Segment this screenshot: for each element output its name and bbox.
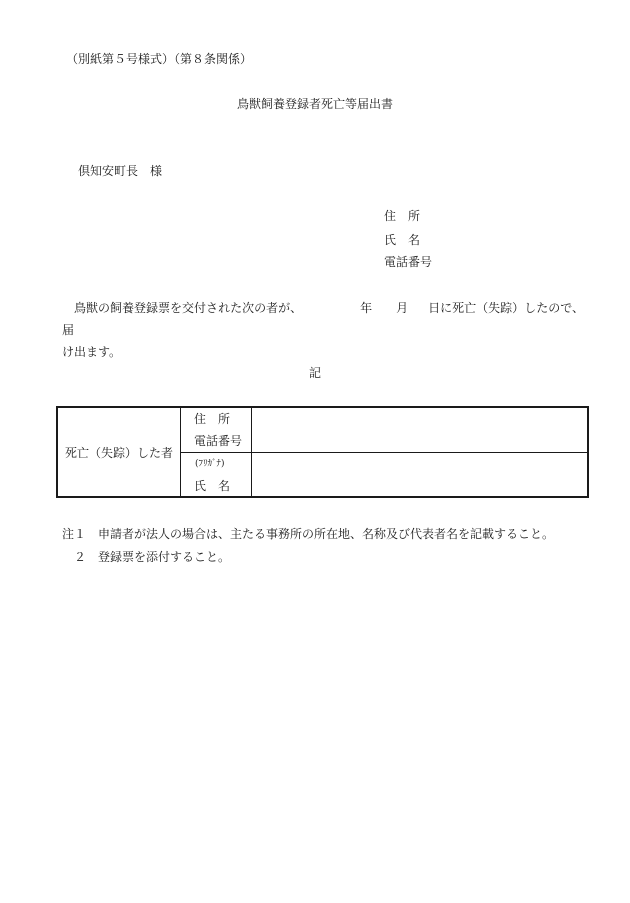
body-month: 月 [396,301,409,315]
applicant-phone-label [384,255,434,269]
form-number: （別紙第５号様式）（第８条関係） [66,52,253,66]
applicant-address-label [384,209,434,223]
note-text: 申請者が法人の場合は、主たる事務所の所在地、名称及び代表者名を記載すること。 [98,527,555,541]
note-number: 注１ [62,527,87,541]
note-item [62,550,230,564]
body-prefix: 鳥獣の飼養登録票を交付された次の者が、 [74,301,303,315]
table-furigana-label: (ﾌﾘｶﾞﾅ) [195,459,225,469]
table-name-label: 氏 名 [194,479,231,493]
note-number: ２ [73,550,86,564]
page-title: 鳥獣飼養登録者死亡等届出書 [236,97,393,111]
deceased-detail-table [56,406,589,498]
note-text: 登録票を添付すること。 [98,550,231,564]
applicant-phone-text: 電話番号 [384,255,433,269]
note-item [62,527,554,541]
name-field[interactable] [252,453,587,496]
address-phone-label-cell [181,408,252,453]
table-phone-label: 電話番号 [194,434,243,448]
address-phone-field[interactable] [252,408,587,453]
body-year: 年 [360,301,373,315]
body-line2: け出ます。 [62,345,122,359]
name-label-cell [181,453,252,496]
table-address-label: 住 所 [194,412,231,426]
addressee: 倶知安町長 様 [78,164,163,178]
applicant-address-text: 住 所 [384,209,421,223]
applicant-name-label [384,233,434,247]
ki-heading: 記 [308,366,321,380]
notification-body [62,297,584,363]
deceased-label: 死亡（失踪）した者 [58,408,181,496]
applicant-name-text: 氏 名 [384,233,421,247]
body-day-suffix: 日に死亡（失踪）したので、届 [62,301,584,337]
